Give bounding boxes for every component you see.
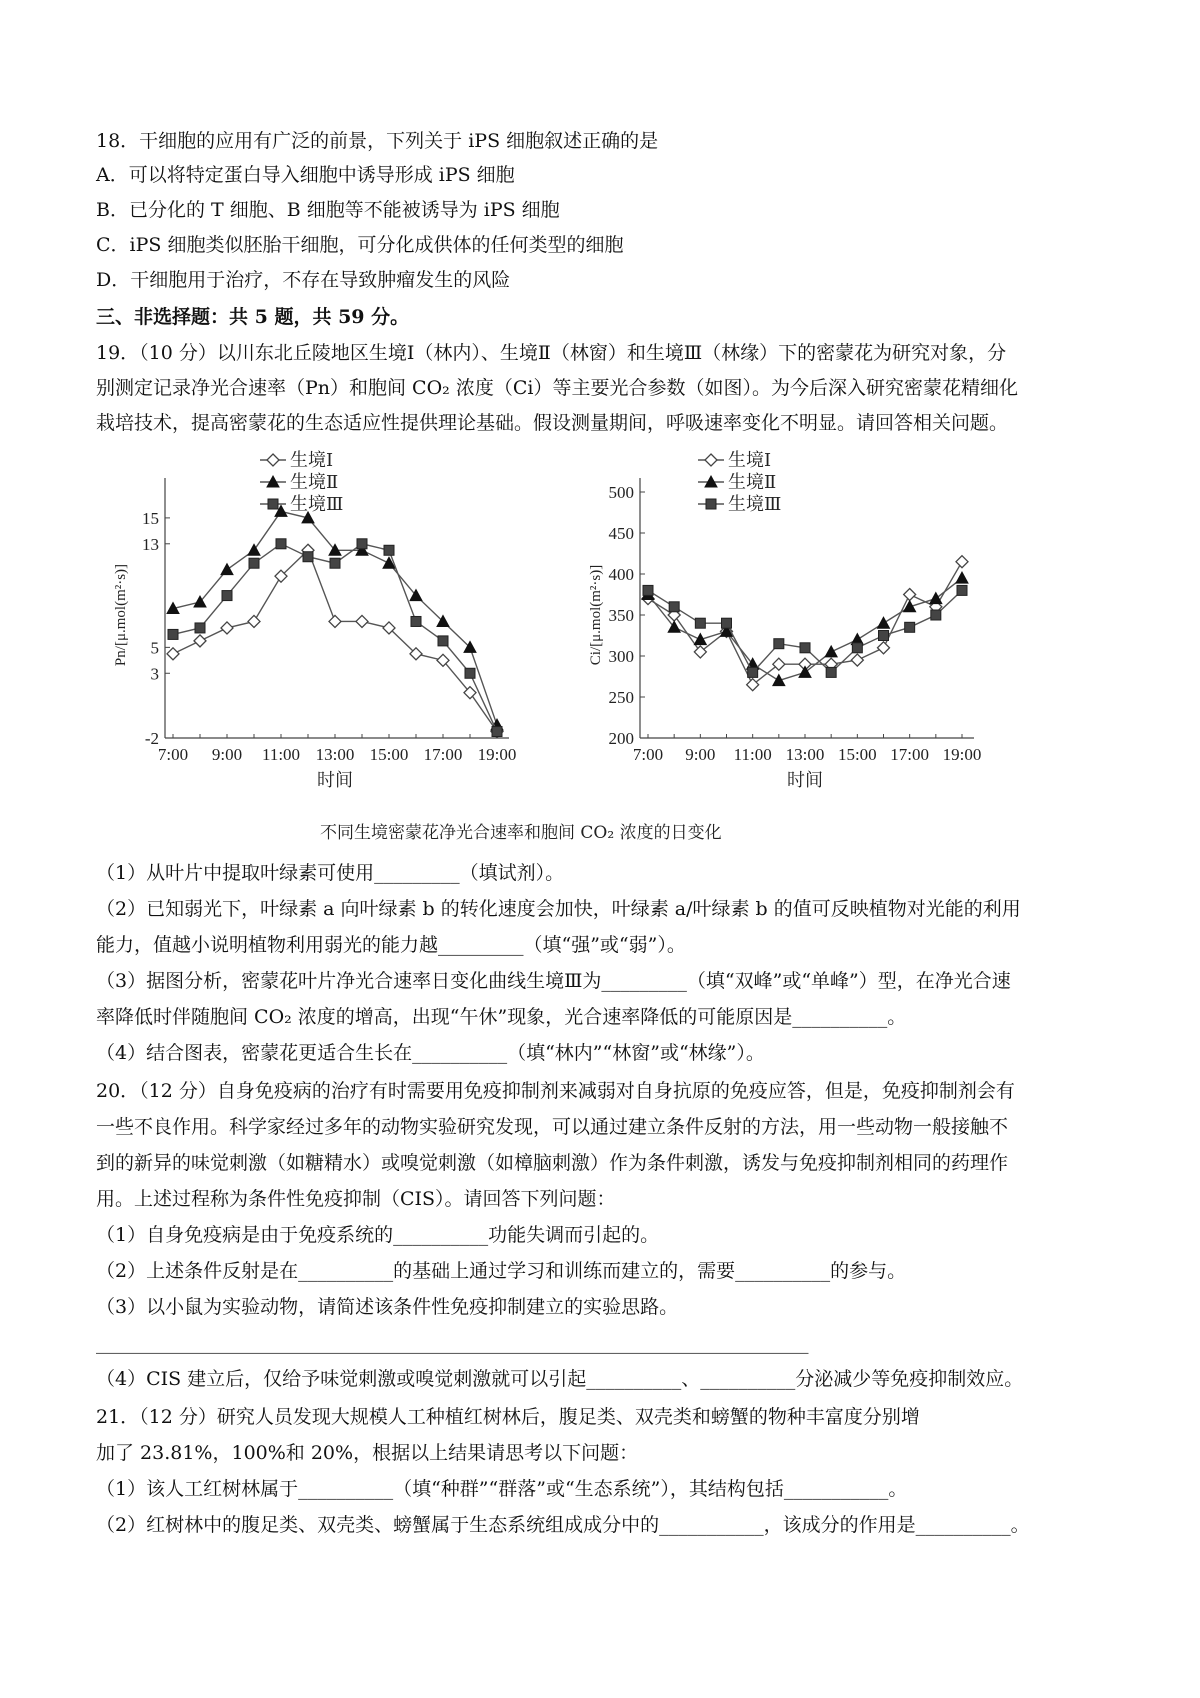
q20-line-9: （4）CIS 建立后，仅给予味觉刺激或嗅觉刺激就可以引起__________、__________分泌减少等免疫抑制效应。 <box>96 1368 1024 1390</box>
ci-point-s3 <box>695 618 705 628</box>
pn-point-s2 <box>221 564 233 575</box>
pn-point-s3 <box>222 591 232 601</box>
q19-sub-4: （4）结合图表，密蒙花更适合生长在__________（填“林内”“林窗”或“林缘”）。 <box>96 1042 765 1064</box>
q18-option-a: A．可以将特定蛋白导入细胞中诱导形成 iPS 细胞 <box>96 164 515 186</box>
ci-point-s1 <box>851 654 863 666</box>
ci-point-s3 <box>748 667 758 677</box>
q20-line-5: （1）自身免疫病是由于免疫系统的__________功能失调而引起的。 <box>96 1224 660 1246</box>
q19-sub-2a: （2）已知弱光下，叶绿素 a 向叶绿素 b 的转化速度会加快，叶绿素 a/叶绿素 b 的值可反映植物对光能的利用 <box>96 898 1021 920</box>
ci-y-tick-label: 400 <box>608 565 634 584</box>
ci-x-tick-label: 19:00 <box>942 745 982 764</box>
ci-x-tick-label: 15:00 <box>837 745 877 764</box>
pn-legend-marker <box>268 499 278 509</box>
pn-point-s3 <box>330 558 340 568</box>
pn-x-tick-label: 13:00 <box>315 745 355 764</box>
pn-legend-label: 生境Ⅱ <box>290 472 339 492</box>
q20-line-3: 到的新异的味觉刺激（如糖精水）或嗅觉刺激（如樟脑刺激）作为条件刺激，诱发与免疫抑制剂相同的药理作 <box>96 1152 1009 1174</box>
ci-point-s3 <box>879 631 889 641</box>
ci-point-s3 <box>931 610 941 620</box>
q21-line-1: 21．（12 分）研究人员发现大规模人工种植红树林后，腹足类、双壳类和螃蟹的物种丰富度分别增 <box>96 1406 920 1428</box>
q20-line-4: 用。上述过程称为条件性免疫抑制（CIS）。请回答下列问题： <box>96 1188 616 1210</box>
ci-x-axis-label: 时间 <box>787 770 823 790</box>
pn-x-axis-label: 时间 <box>317 770 353 790</box>
pn-chart <box>110 450 570 800</box>
pn-point-s3 <box>357 539 367 549</box>
ci-point-s2 <box>799 666 811 677</box>
ci-legend-label: 生境Ⅰ <box>728 450 772 470</box>
ci-x-tick-label: 13:00 <box>785 745 825 764</box>
ci-legend-label: 生境Ⅱ <box>728 472 777 492</box>
pn-point-s3 <box>168 629 178 639</box>
q19-sub-1: （1）从叶片中提取叶绿素可使用_________（填试剂）。 <box>96 862 565 884</box>
ci-x-tick-label: 17:00 <box>890 745 930 764</box>
pn-point-s1 <box>221 622 233 634</box>
ci-point-s2 <box>773 675 785 686</box>
q20-line-1: 20．（12 分）自身免疫病的治疗有时需要用免疫抑制剂来减弱对自身抗原的免疫应答，但是，免疫抑制剂会有 <box>96 1080 1015 1102</box>
pn-y-axis-label: Pn/[μ.mol(m²·s)] <box>113 563 129 667</box>
ci-y-tick-label: 300 <box>608 647 634 666</box>
ci-point-s3 <box>722 618 732 628</box>
q19-sub-3b: 率降低时伴随胞间 CO₂ 浓度的增高，出现“午休”现象，光合速率降低的可能原因是__________。 <box>96 1006 907 1028</box>
q21-line-3: （1）该人工红树林属于__________（填“种群”“群落”或“生态系统”），其结构包括___________。 <box>96 1478 908 1500</box>
ci-x-tick-label: 7:00 <box>632 745 664 764</box>
ci-point-s1 <box>956 556 968 568</box>
ci-point-s2 <box>878 617 890 628</box>
ci-point-s3 <box>800 643 810 653</box>
q19-sub-3a: （3）据图分析，密蒙花叶片净光合速率日变化曲线生境Ⅲ为_________（填“双峰”或“单峰”）型，在净光合速 <box>96 970 1011 992</box>
ci-point-s2 <box>825 646 837 657</box>
q18-option-c: C．iPS 细胞类似胚胎干细胞，可分化成供体的任何类型的细胞 <box>96 234 624 256</box>
ci-legend-marker <box>705 454 717 466</box>
q19-intro-2: 别测定记录净光合速率（Pn）和胞间 CO₂ 浓度（Ci）等主要光合参数（如图）。为今后深入研究密蒙花精细化 <box>96 377 1018 399</box>
ci-chart <box>580 450 1050 800</box>
ci-point-s3 <box>852 643 862 653</box>
pn-x-tick-label: 7:00 <box>157 745 189 764</box>
ci-point-s3 <box>774 639 784 649</box>
ci-point-s2 <box>930 593 942 604</box>
pn-y-tick-label: 15 <box>142 508 159 528</box>
q20-line-2: 一些不良作用。科学家经过多年的动物实验研究发现，可以通过建立条件反射的方法，用一些动物一般接触不 <box>96 1116 1009 1138</box>
pn-point-s3 <box>465 668 475 678</box>
pn-point-s3 <box>384 545 394 555</box>
pn-x-tick-label: 11:00 <box>261 745 301 764</box>
ci-y-tick-label: 500 <box>608 483 634 502</box>
ci-y-tick-label: 450 <box>608 524 634 543</box>
pn-point-s1 <box>248 615 260 627</box>
pn-point-s3 <box>276 539 286 549</box>
q20-line-6: （2）上述条件反射是在__________的基础上通过学习和训练而建立的，需要__________的参与。 <box>96 1260 907 1282</box>
ci-point-s1 <box>773 658 785 670</box>
pn-legend-label: 生境Ⅰ <box>290 450 334 470</box>
q19-sub-2b: 能力，值越小说明植物利用弱光的能力越_________（填“强”或“弱”）。 <box>96 934 686 956</box>
ci-x-tick-label: 9:00 <box>685 745 716 764</box>
q18-stem: 18．干细胞的应用有广泛的前景，下列关于 iPS 细胞叙述正确的是 <box>96 130 659 152</box>
ci-point-s3 <box>643 585 653 595</box>
ci-point-s1 <box>747 679 759 691</box>
pn-y-tick-label: 3 <box>150 664 159 684</box>
pn-point-s1 <box>167 648 179 660</box>
pn-legend-marker <box>267 454 279 466</box>
q19-intro-1: 19．（10 分）以川东北丘陵地区生境Ⅰ（林内）、生境Ⅱ（林窗）和生境Ⅲ（林缘）下的密蒙花为研究对象，分 <box>96 342 1007 364</box>
pn-point-s2 <box>248 544 260 555</box>
q20-answer-line: ___________________________________________________________________________ <box>96 1332 809 1354</box>
ci-point-s2 <box>694 634 706 645</box>
q20-line-7: （3）以小鼠为实验动物，请简述该条件性免疫抑制建立的实验思路。 <box>96 1296 679 1318</box>
pn-point-s1 <box>194 635 206 647</box>
ci-point-s3 <box>905 622 915 632</box>
q18-option-d: D．干细胞用于治疗，不存在导致肿瘤发生的风险 <box>96 269 511 291</box>
ci-point-s3 <box>826 667 836 677</box>
ci-point-s1 <box>904 589 916 601</box>
figure-caption: 不同生境密蒙花净光合速率和胞间 CO₂ 浓度的日变化 <box>320 823 722 843</box>
ci-y-tick-label: 200 <box>608 729 634 748</box>
ci-y-axis-label: Ci/[μ.mol(m²·s)] <box>588 564 604 666</box>
pn-x-tick-label: 17:00 <box>423 745 463 764</box>
q18-option-b: B．已分化的 T 细胞、B 细胞等不能被诱导为 iPS 细胞 <box>96 199 560 221</box>
section-heading: 三、非选择题：共 5 题，共 59 分。 <box>96 306 410 328</box>
pn-point-s3 <box>195 623 205 633</box>
pn-legend-label: 生境Ⅲ <box>290 494 344 514</box>
q21-line-4: （2）红树林中的腹足类、双壳类、螃蟹属于生态系统组成成分中的___________，该成分的作用是__________。 <box>96 1514 1030 1536</box>
q19-intro-3: 栽培技术，提高密蒙花的生态适应性提供理论基础。假设测量期间，呼吸速率变化不明显。请回答相关问题。 <box>96 412 1009 434</box>
pn-point-s3 <box>249 558 259 568</box>
pn-point-s3 <box>303 552 313 562</box>
pn-y-tick-label: 5 <box>150 638 159 658</box>
ci-y-tick-label: 250 <box>608 688 634 707</box>
pn-point-s1 <box>329 615 341 627</box>
pn-point-s3 <box>411 616 421 626</box>
ci-point-s3 <box>669 602 679 612</box>
ci-y-tick-label: 350 <box>608 606 634 625</box>
ci-point-s2 <box>956 572 968 583</box>
pn-x-tick-label: 19:00 <box>477 745 517 764</box>
pn-point-s3 <box>492 727 502 737</box>
ci-point-s3 <box>957 585 967 595</box>
pn-x-tick-label: 15:00 <box>369 745 409 764</box>
q21-line-2: 加了 23.81%，100%和 20%，根据以上结果请思考以下问题： <box>96 1442 639 1464</box>
ci-legend-label: 生境Ⅲ <box>728 494 782 514</box>
pn-point-s1 <box>356 615 368 627</box>
ci-legend-marker <box>706 499 716 509</box>
pn-y-tick-label: 13 <box>142 534 159 554</box>
pn-x-tick-label: 9:00 <box>211 745 243 764</box>
ci-point-s1 <box>878 642 890 654</box>
ci-x-tick-label: 11:00 <box>733 745 772 764</box>
pn-y-tick-label: -2 <box>144 729 159 748</box>
pn-point-s3 <box>438 636 448 646</box>
ci-point-s1 <box>694 646 706 658</box>
